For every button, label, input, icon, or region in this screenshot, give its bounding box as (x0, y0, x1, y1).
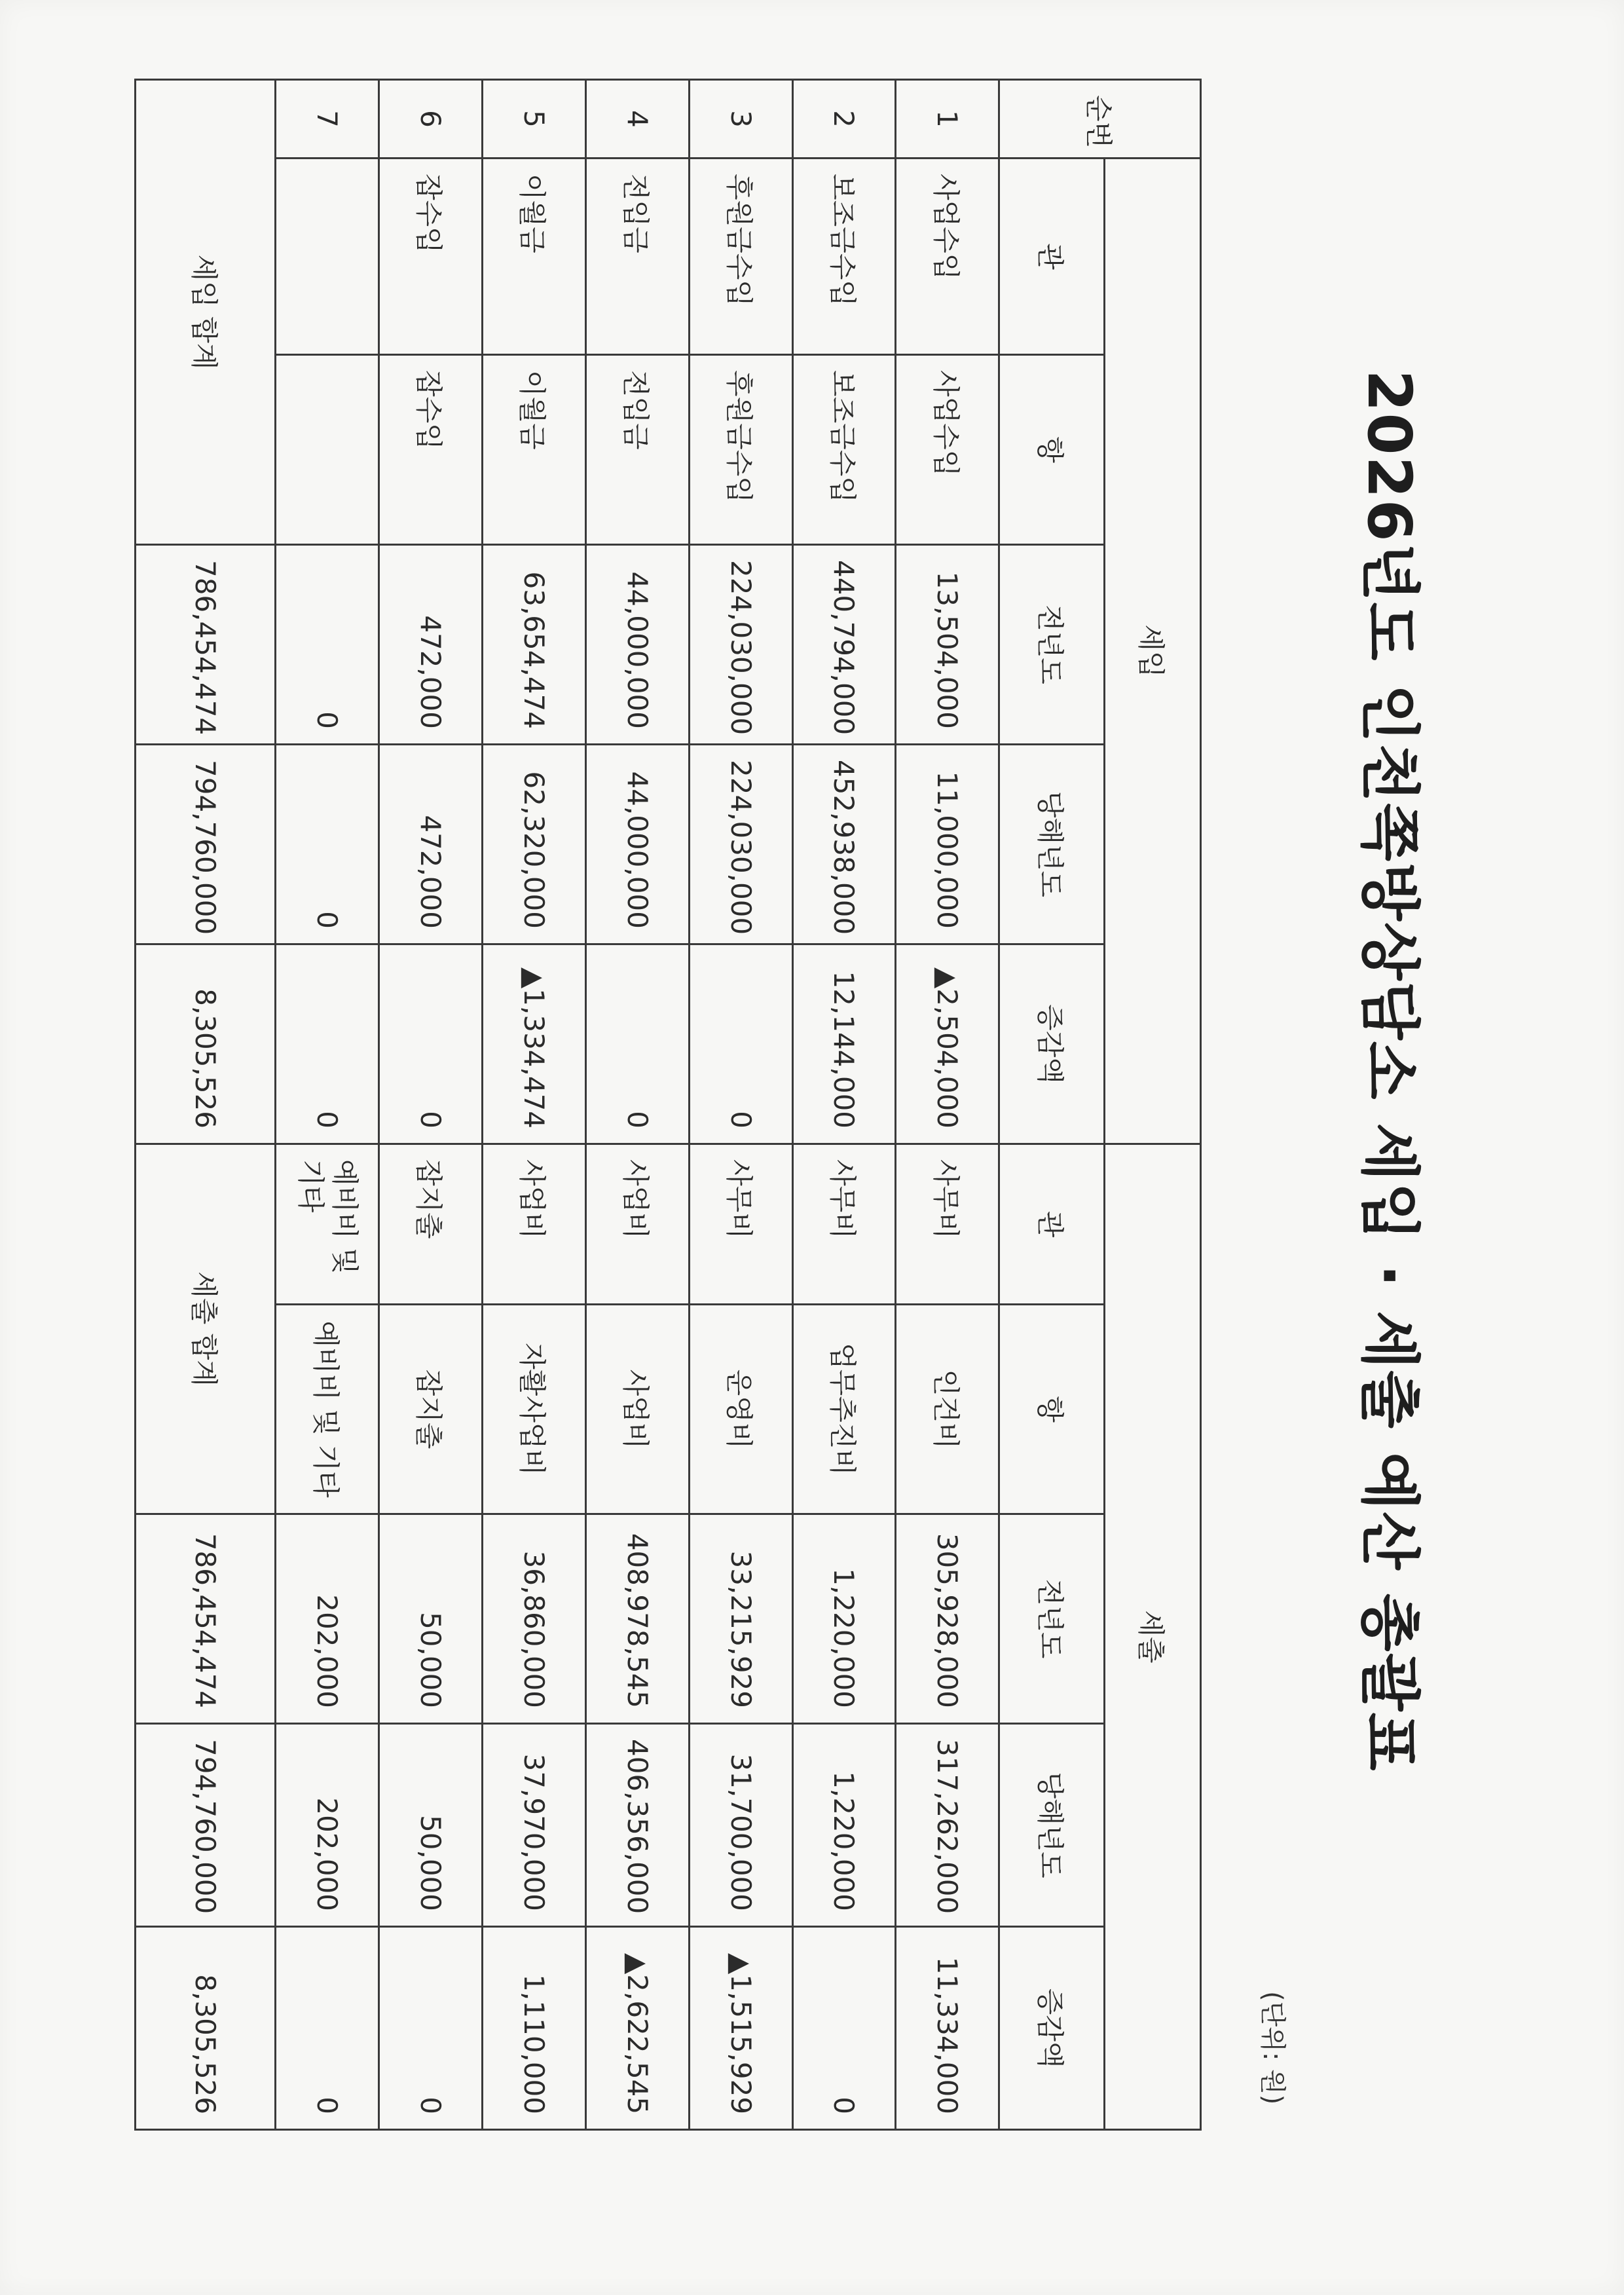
expense-change: 0 (379, 1927, 483, 2130)
header-income-change: 증감액 (999, 944, 1105, 1144)
expense-gwan: 사무비 (896, 1144, 999, 1305)
income-prev: 0 (276, 545, 379, 745)
income-hang: 잡수입 (379, 355, 483, 545)
expense-prev: 36,860,000 (482, 1514, 585, 1724)
expense-hang: 사업비 (585, 1305, 689, 1514)
expense-hang: 예비비 및 기타 (276, 1305, 379, 1514)
expense-gwan: 사무비 (689, 1144, 792, 1305)
expense-curr: 50,000 (379, 1724, 483, 1927)
row-no: 2 (792, 80, 896, 159)
header-income-gwan: 관 (999, 159, 1105, 355)
expense-change: ▲1,515,929 (689, 1927, 792, 2130)
table-row (689, 80, 792, 2130)
header-expense-gwan: 관 (999, 1144, 1105, 1305)
total-row (136, 80, 276, 2130)
header-income-hang: 항 (999, 355, 1105, 545)
income-curr: 224,030,000 (689, 745, 792, 944)
income-curr: 452,938,000 (792, 745, 896, 944)
expense-total-change: 8,305,526 (136, 1927, 276, 2130)
income-change: 0 (689, 944, 792, 1144)
expense-prev: 408,978,545 (585, 1514, 689, 1724)
income-gwan: 사업수입 (896, 159, 999, 355)
income-curr: 62,320,000 (482, 745, 585, 944)
income-change: ▲2,504,000 (896, 944, 999, 1144)
expense-total-prev: 786,454,474 (136, 1514, 276, 1724)
expense-change: 1,110,000 (482, 1927, 585, 2130)
table-row (482, 80, 585, 2130)
income-curr: 11,000,000 (896, 745, 999, 944)
header-expense-hang: 항 (999, 1305, 1105, 1514)
row-no: 4 (585, 80, 689, 159)
income-hang (276, 355, 379, 545)
expense-prev: 305,928,000 (896, 1514, 999, 1724)
income-hang: 이월금 (482, 355, 585, 545)
row-no: 1 (896, 80, 999, 159)
expense-hang: 자활사업비 (482, 1305, 585, 1514)
income-prev: 63,654,474 (482, 545, 585, 745)
expense-total-label: 세출 합계 (136, 1144, 276, 1514)
income-change: 12,144,000 (792, 944, 896, 1144)
income-gwan: 보조금수입 (792, 159, 896, 355)
income-total-label: 세입 합계 (136, 80, 276, 545)
expense-curr: 31,700,000 (689, 1724, 792, 1927)
expense-curr: 406,356,000 (585, 1724, 689, 1927)
income-curr: 472,000 (379, 745, 483, 944)
header-expense: 세출 (1104, 1144, 1200, 2130)
income-gwan: 잡수입 (379, 159, 483, 355)
income-total-curr: 794,760,000 (136, 745, 276, 944)
income-total-prev: 786,454,474 (136, 545, 276, 745)
expense-hang: 잡지출 (379, 1305, 483, 1514)
table-row (379, 80, 483, 2130)
income-prev: 472,000 (379, 545, 483, 745)
expense-hang: 운영비 (689, 1305, 792, 1514)
income-curr: 0 (276, 745, 379, 944)
expense-prev: 33,215,929 (689, 1514, 792, 1724)
income-gwan: 이월금 (482, 159, 585, 355)
income-hang: 사업수입 (896, 355, 999, 545)
expense-gwan: 사무비 (792, 1144, 896, 1305)
income-gwan: 후원금수입 (689, 159, 792, 355)
income-change: 0 (379, 944, 483, 1144)
income-gwan: 전입금 (585, 159, 689, 355)
income-gwan (276, 159, 379, 355)
header-expense-curr: 당해년도 (999, 1724, 1105, 1927)
header-income-prev: 전년도 (999, 545, 1105, 745)
income-prev: 224,030,000 (689, 545, 792, 745)
header-expense-prev: 전년도 (999, 1514, 1105, 1724)
row-no: 7 (276, 80, 379, 159)
table-row (276, 80, 379, 2130)
row-no: 5 (482, 80, 585, 159)
expense-curr: 1,220,000 (792, 1724, 896, 1927)
expense-gwan: 예비비 및 기타 (276, 1144, 379, 1305)
table-row (896, 80, 999, 2130)
income-hang: 보조금수입 (792, 355, 896, 545)
header-expense-change: 증감액 (999, 1927, 1105, 2130)
expense-curr: 202,000 (276, 1724, 379, 1927)
expense-hang: 업무추진비 (792, 1305, 896, 1514)
header-income: 세입 (1104, 159, 1200, 1144)
document-title: 2026년도 인천쪽방상담소 세입 · 세출 예산 총괄표 (1354, 369, 1424, 1772)
income-change: 0 (276, 944, 379, 1144)
income-prev: 13,504,000 (896, 545, 999, 745)
expense-change: 0 (276, 1927, 379, 2130)
expense-gwan: 사업비 (482, 1144, 585, 1305)
expense-prev: 202,000 (276, 1514, 379, 1724)
expense-hang: 인건비 (896, 1305, 999, 1514)
expense-prev: 1,220,000 (792, 1514, 896, 1724)
income-curr: 44,000,000 (585, 745, 689, 944)
expense-total-curr: 794,760,000 (136, 1724, 276, 1927)
income-change: 0 (585, 944, 689, 1144)
income-prev: 440,794,000 (792, 545, 896, 745)
expense-change: ▲2,622,545 (585, 1927, 689, 2130)
expense-curr: 37,970,000 (482, 1724, 585, 1927)
income-hang: 후원금수입 (689, 355, 792, 545)
expense-gwan: 사업비 (585, 1144, 689, 1305)
row-no: 3 (689, 80, 792, 159)
budget-summary-table (134, 79, 1202, 2131)
income-total-change: 8,305,526 (136, 944, 276, 1144)
header-income-curr: 당해년도 (999, 745, 1105, 944)
expense-prev: 50,000 (379, 1514, 483, 1724)
expense-change: 0 (792, 1927, 896, 2130)
expense-curr: 317,262,000 (896, 1724, 999, 1927)
unit-note: (단위: 원) (1257, 1991, 1287, 2105)
header-no: 순번 (999, 80, 1201, 159)
income-change: ▲1,334,474 (482, 944, 585, 1144)
header-row-top (1104, 80, 1200, 2130)
expense-change: 11,334,000 (896, 1927, 999, 2130)
expense-gwan: 잡지출 (379, 1144, 483, 1305)
income-prev: 44,000,000 (585, 545, 689, 745)
row-no: 6 (379, 80, 483, 159)
table-row (585, 80, 689, 2130)
income-hang: 전입금 (585, 355, 689, 545)
table-row (792, 80, 896, 2130)
header-row-sub (999, 80, 1105, 2130)
